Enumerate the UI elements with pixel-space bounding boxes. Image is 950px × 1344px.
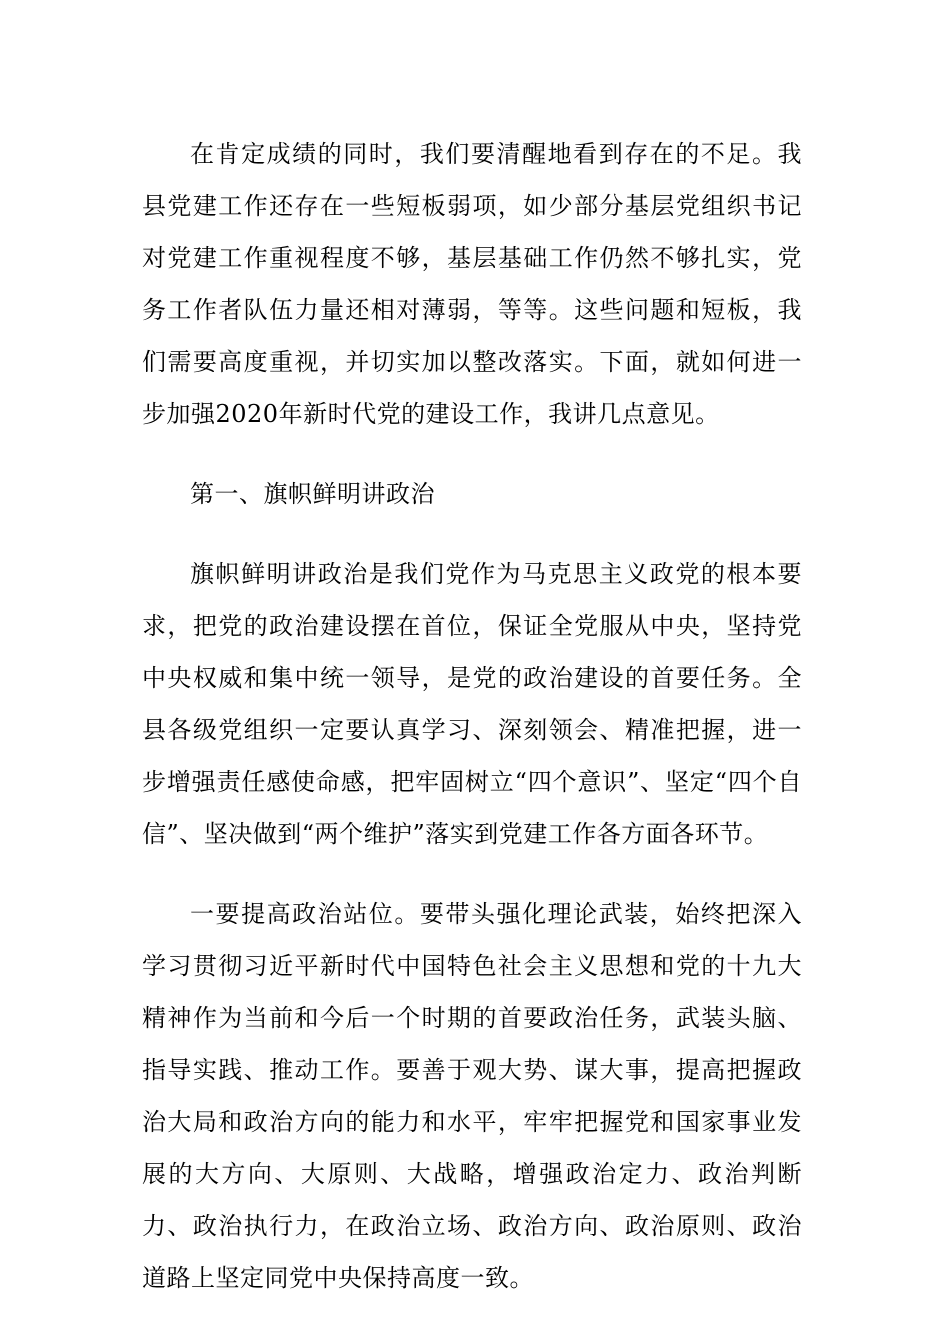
paragraph-politics: 旗帜鲜明讲政治是我们党作为马克思主义政党的根本要求，把党的政治建设摆在首位，保证全党服从中央，坚持党中央权威和集中统一领导，是党的政治建设的首要任务。全县各级党组织一定要认真学习、深刻领会、精准把握，进一步增强责任感使命感，把牢固树立“四个意识”、坚定“四个自信”、坚决做到“两个维护”落实到党建工作各方面各环节。 <box>142 560 802 848</box>
paragraph-gap <box>142 440 802 468</box>
paragraph-gap <box>142 860 802 888</box>
paragraph-gap <box>142 520 802 548</box>
section-heading-first: 第一、旗帜鲜明讲政治 <box>190 480 435 508</box>
paragraph-intro: 在肯定成绩的同时，我们要清醒地看到存在的不足。我县党建工作还存在一些短板弱项，如少部分基层党组织书记对党建工作重视程度不够，基层基础工作仍然不够扎实，党务工作者队伍力量还相对薄弱，等等。这些问题和短板，我们需要高度重视，并切实加以整改落实。下面，就如何进一步加强2020年新时代党的建设工作，我讲几点意见。 <box>142 140 802 428</box>
document-body <box>142 128 802 1304</box>
paragraph-political-stance: 一要提高政治站位。要带头强化理论武装，始终把深入学习贯彻习近平新时代中国特色社会主义思想和党的十九大精神作为当前和今后一个时期的首要政治任务，武装头脑、指导实践、推动工作。要善于观大势、谋大事，提高把握政治大局和政治方向的能力和水平，牢牢把握党和国家事业发展的大方向、大原则、大战略，增强政治定力、政治判断力、政治执行力，在政治立场、政治方向、政治原则、政治道路上坚定同党中央保持高度一致。 <box>142 900 802 1292</box>
